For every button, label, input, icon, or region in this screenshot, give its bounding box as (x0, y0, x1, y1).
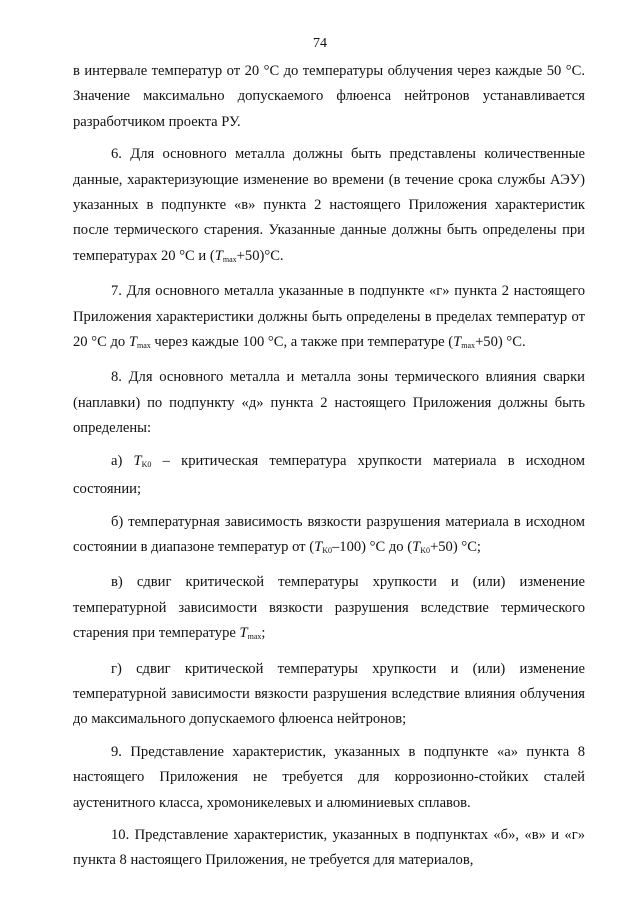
paragraph (73, 449, 585, 503)
temperature-symbol: $T_{K0}$ (412, 538, 431, 555)
paragraph (73, 279, 585, 358)
paragraph (73, 59, 585, 135)
paragraph-text: +50) °С; (430, 538, 481, 555)
paragraph-text: через каждые 100 °С, а также при температуре ( (150, 334, 454, 351)
paragraph-text: ; (261, 625, 266, 642)
paragraph (73, 823, 585, 874)
paragraph-text: г) сдвиг критической температуры хрупкости и (или) изменение температурной зависимости вязкости разрушения вследствие влияния облучения до максимального допускаемого флюенса нейтронов; (73, 660, 585, 728)
paragraph-text: – критическая температура хрупкости материала в исходном состоянии; (73, 452, 585, 498)
paragraph (73, 365, 585, 441)
paragraph-text: –100) °С до ( (331, 538, 413, 555)
temperature-symbol: $T_{max}$ (239, 625, 262, 642)
temperature-symbol: $T_{max}$ (453, 334, 476, 351)
paragraph-text: 8. Для основного металла и металла зоны термического влияния сварки (наплавки) по подпункту «д» пункта 2 настоящего Приложения должны быть определены: (73, 369, 585, 437)
temperature-symbol: $T_{max}$ (214, 247, 237, 264)
paragraph (73, 657, 585, 733)
paragraph (73, 510, 585, 564)
paragraph-text: а) (111, 452, 134, 469)
paragraph-text: +50) °С. (475, 334, 526, 351)
paragraph-text: 7. Для основного металла указанные в подпункте «г» пункта 2 настоящего Приложения характеристики должны быть определены в пределах температур от 20 °С до (73, 283, 585, 351)
paragraph-text: +50)°С. (236, 247, 284, 264)
document-body (73, 59, 585, 881)
page-number: 74 (313, 36, 327, 51)
paragraph (73, 142, 585, 272)
temperature-symbol: $T_{K0}$ (314, 538, 332, 555)
temperature-symbol: $T_{max}$ (128, 334, 151, 351)
paragraph-text: б) температурная зависимость вязкости разрушения материала в исходном состоянии в диапазоне температур от ( (73, 513, 585, 555)
paragraph (73, 740, 585, 816)
temperature-symbol: $T_{K0}$ (133, 452, 152, 469)
paragraph-text: 6. Для основного металла должны быть представлены количественные данные, характеризующие изменение во времени (в течение срока службы АЭУ) указанных в подпункте «в» пункта 2 настоящего Приложения характеристик после термического старения. Указанные данные должны быть определены при температурах 20 °С и ( (73, 146, 585, 264)
paragraph-text: в интервале температур от 20 °С до температуры облучения через каждые 50 °С. Значение максимально допускаемого флюенса нейтронов устанавливается разработчиком проекта РУ. (73, 63, 585, 130)
paragraph-text: 10. Представление характеристик, указанных в подпунктах «б», «в» и «г» пункта 8 настоящего Приложения, не требуется для материалов, (73, 826, 585, 869)
paragraph-text: 9. Представление характеристик, указанных в подпункте «а» пункта 8 настоящего Приложения не требуется для коррозионно-стойких сталей аустенитного класса, хромоникелевых и алюминиевых сплавов. (73, 743, 585, 811)
paragraph (73, 570, 585, 649)
paragraph-text: в) сдвиг критической температуры хрупкости и (или) изменение температурной зависимости вязкости разрушения вследствие термического старения при температуре (73, 574, 585, 642)
